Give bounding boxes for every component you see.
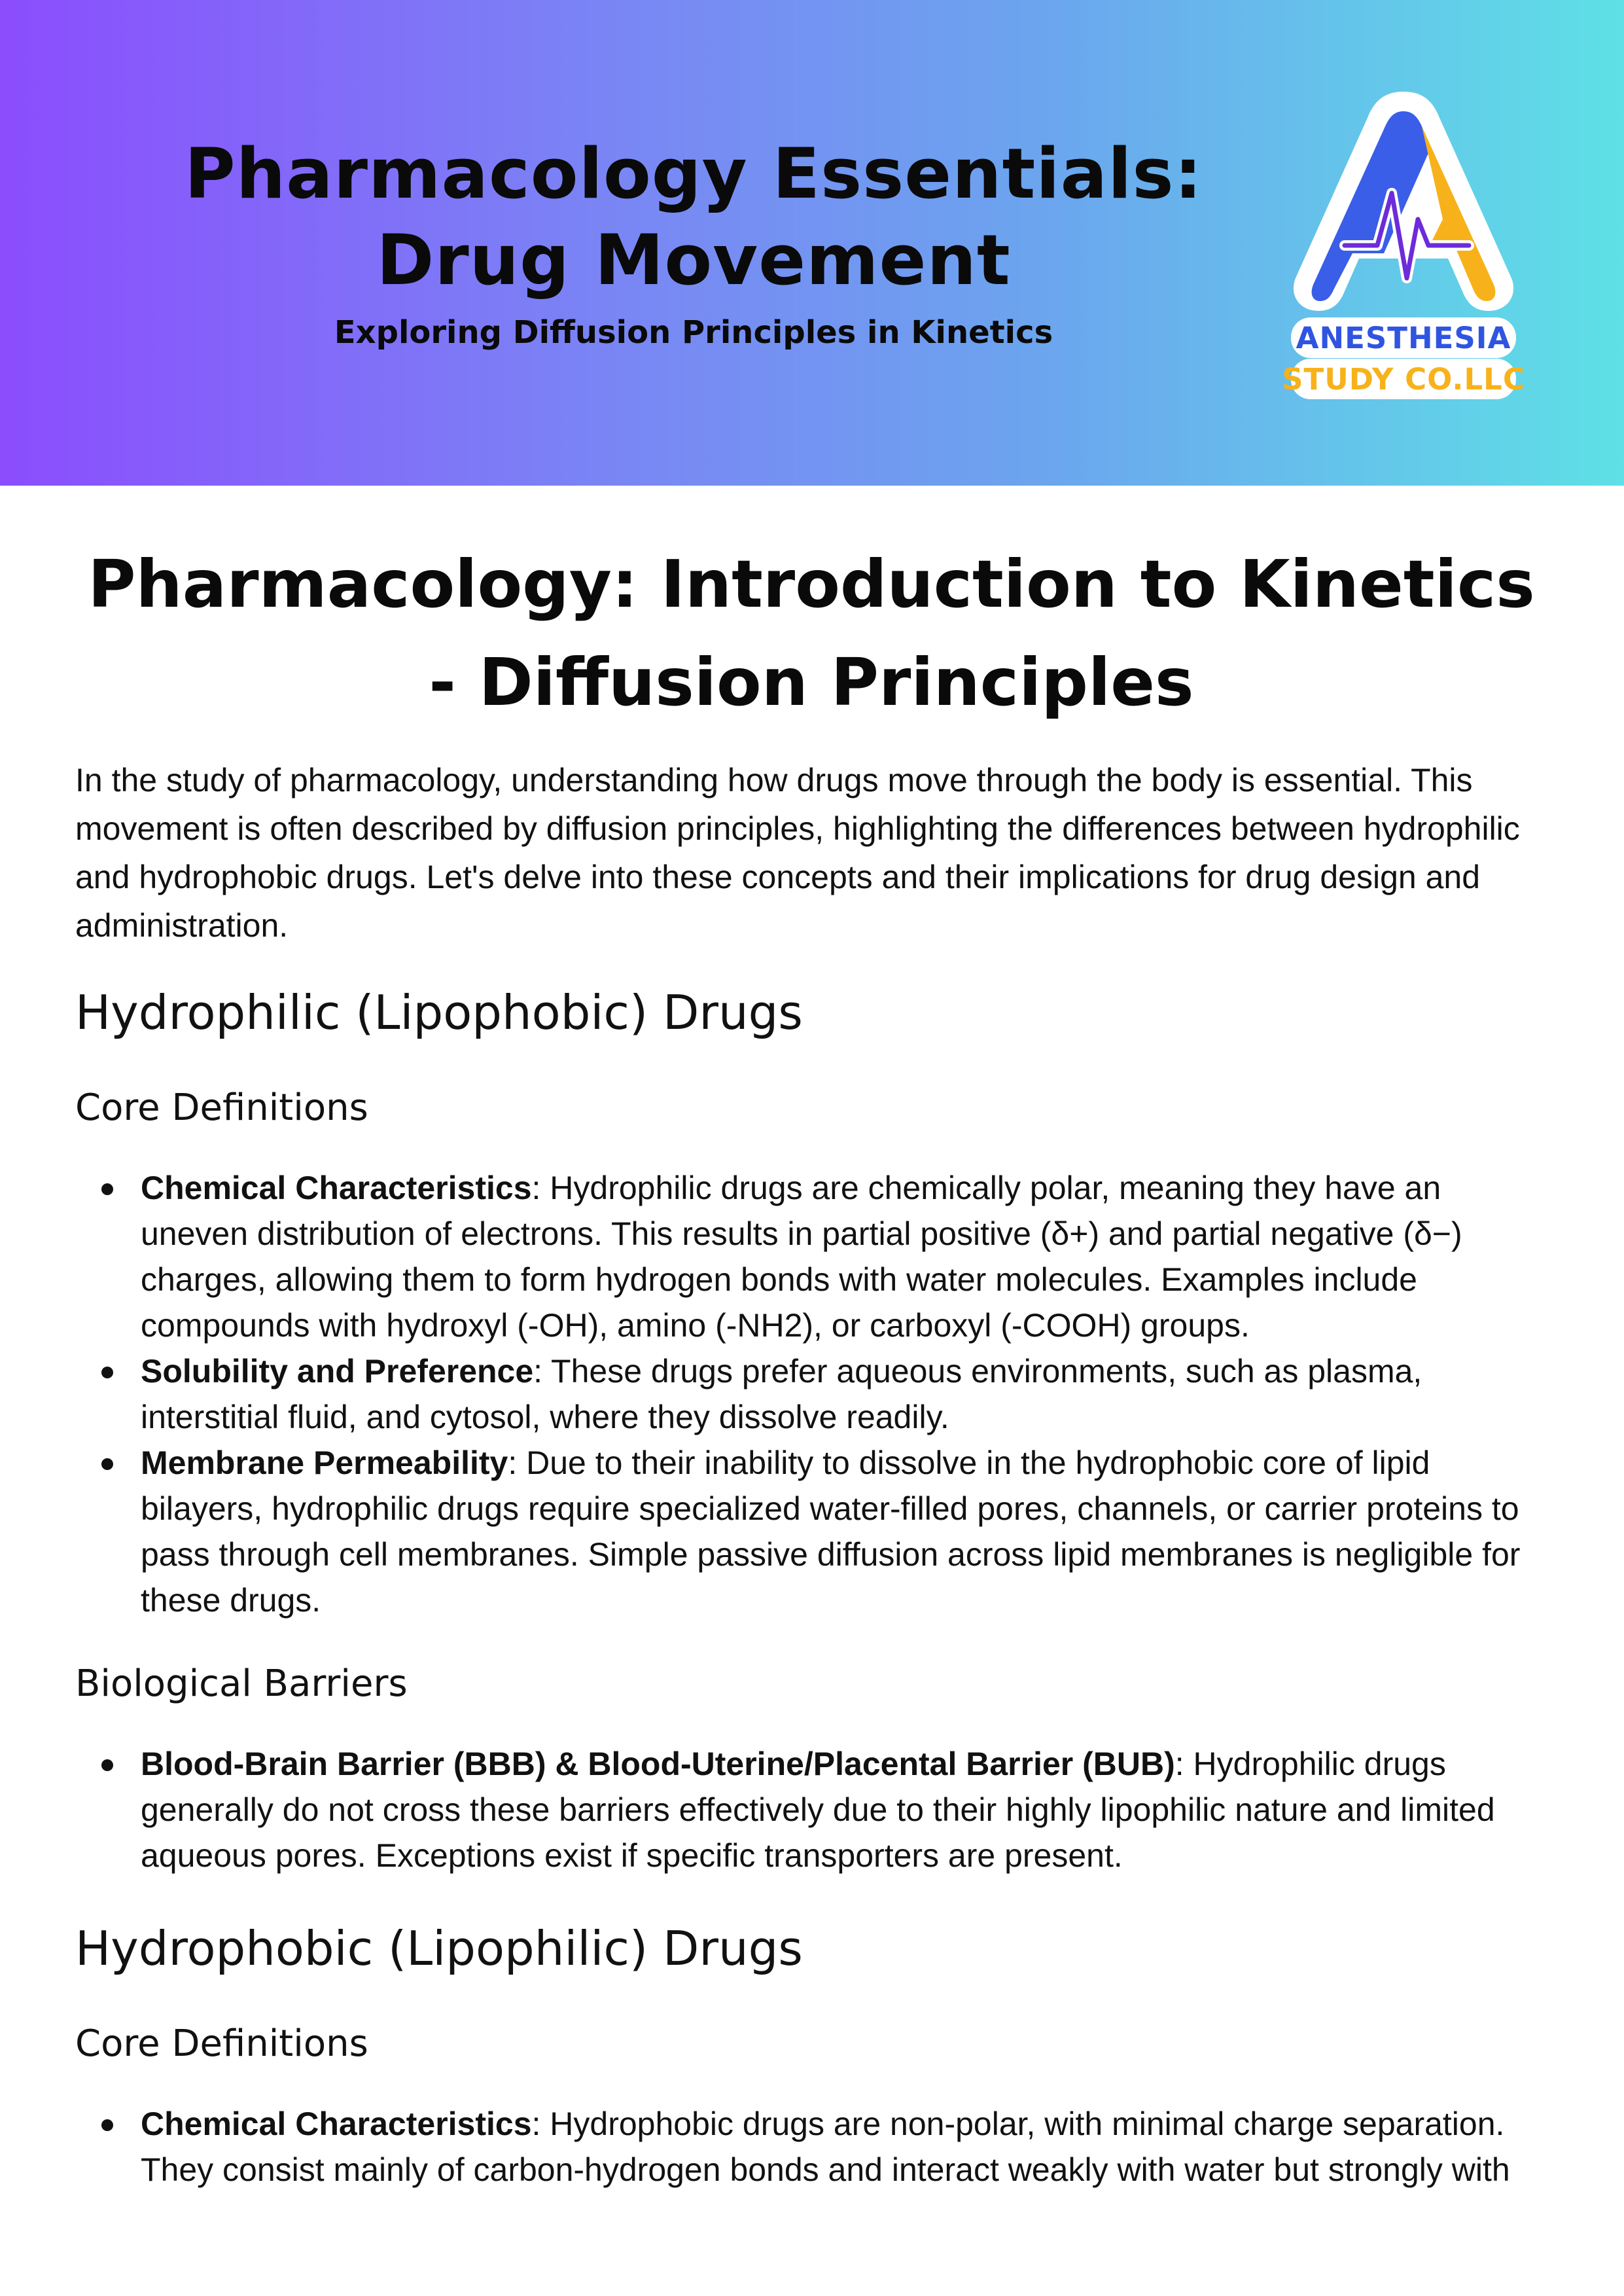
- intro-paragraph: In the study of pharmacology, understanding how drugs move through the body is essential. This movement is often described by diffusion principles, highlighting the differences between hydrophilic and hydrophobic drugs. Let's delve into these concepts and their implications for drug design and administration.: [75, 762, 1520, 944]
- list-item-text: : These drugs prefer aqueous environments, such as plasma, interstitial fluid, and cytosol, where they dissolve readily.: [141, 1353, 1422, 1435]
- logo-text-line-1: ANESTHESIA: [1296, 321, 1511, 355]
- bullet-list-hydrophilic-core: [75, 1165, 1547, 1623]
- bullet-icon: [101, 1759, 113, 1771]
- bullet-list-biological-barriers: [75, 1741, 1547, 1878]
- article-title: Pharmacology: Introduction to Kinetics - Diffusion Principles: [88, 546, 1535, 721]
- bullet-icon: [101, 2119, 113, 2131]
- logo-text-line-2: STUDY CO.LLC: [1282, 362, 1525, 397]
- list-item-term: Solubility and Preference: [141, 1353, 534, 1390]
- list-item-text: : Hydrophilic drugs generally do not cross these barriers effectively due to their highly lipophilic nature and limited aqueous pores. Exceptions exist if specific transporters are present.: [141, 1746, 1495, 1874]
- list-item: [75, 2101, 1547, 2193]
- list-item: [75, 1741, 1547, 1878]
- letter-a-heartbeat-logo-icon: [1279, 82, 1528, 317]
- list-item: [75, 1165, 1547, 1348]
- bullet-icon: [101, 1367, 113, 1378]
- subsection-heading-core-definitions: Core Definitions: [75, 1086, 368, 1129]
- document-title: [72, 131, 1315, 304]
- list-item-text: : Hydrophobic drugs are non-polar, with minimal charge separation. They consist mainly of carbon-hydrogen bonds and interact weakly with water but strongly with: [141, 2106, 1510, 2188]
- list-item: [75, 1440, 1547, 1623]
- title-line-2: Drug Movement: [376, 220, 1011, 300]
- list-item-term: Chemical Characteristics: [141, 2106, 532, 2142]
- list-item: [75, 1348, 1547, 1440]
- bullet-list-hydrophobic-core: [75, 2101, 1547, 2193]
- list-item-term: Blood-Brain Barrier (BBB) & Blood-Uterine/Placental Barrier (BUB): [141, 1746, 1175, 1782]
- list-item-term: Chemical Characteristics: [141, 1170, 532, 1206]
- bullet-icon: [101, 1183, 113, 1195]
- subsection-heading-core-definitions-2: Core Definitions: [75, 2022, 368, 2065]
- company-logo: [1279, 82, 1528, 409]
- section-heading-hydrophilic: Hydrophilic (Lipophobic) Drugs: [75, 985, 803, 1040]
- title-line-1: Pharmacology Essentials:: [185, 134, 1203, 214]
- header-banner: [0, 0, 1624, 486]
- bullet-icon: [101, 1458, 113, 1470]
- list-item-text: : Hydrophilic drugs are chemically polar, meaning they have an uneven distribution of electrons. This results in partial positive (δ+) and partial negative (δ−) charges, allowing them to form hydrogen bonds with water molecules. Examples include compounds with hydroxyl (-OH), amino (-NH2), or carboxyl (-COOH) groups.: [141, 1170, 1462, 1344]
- list-item-term: Membrane Permeability: [141, 1444, 508, 1481]
- document-subtitle: Exploring Diffusion Principles in Kinetics: [334, 314, 1053, 351]
- section-heading-hydrophobic: Hydrophobic (Lipophilic) Drugs: [75, 1921, 803, 1976]
- list-item-text: : Due to their inability to dissolve in the hydrophobic core of lipid bilayers, hydrophilic drugs require specialized water-filled pores, channels, or carrier proteins to pass through cell membranes. Simple passive diffusion across lipid membranes is negligible for these drugs.: [141, 1444, 1521, 1619]
- subsection-heading-biological-barriers: Biological Barriers: [75, 1662, 408, 1705]
